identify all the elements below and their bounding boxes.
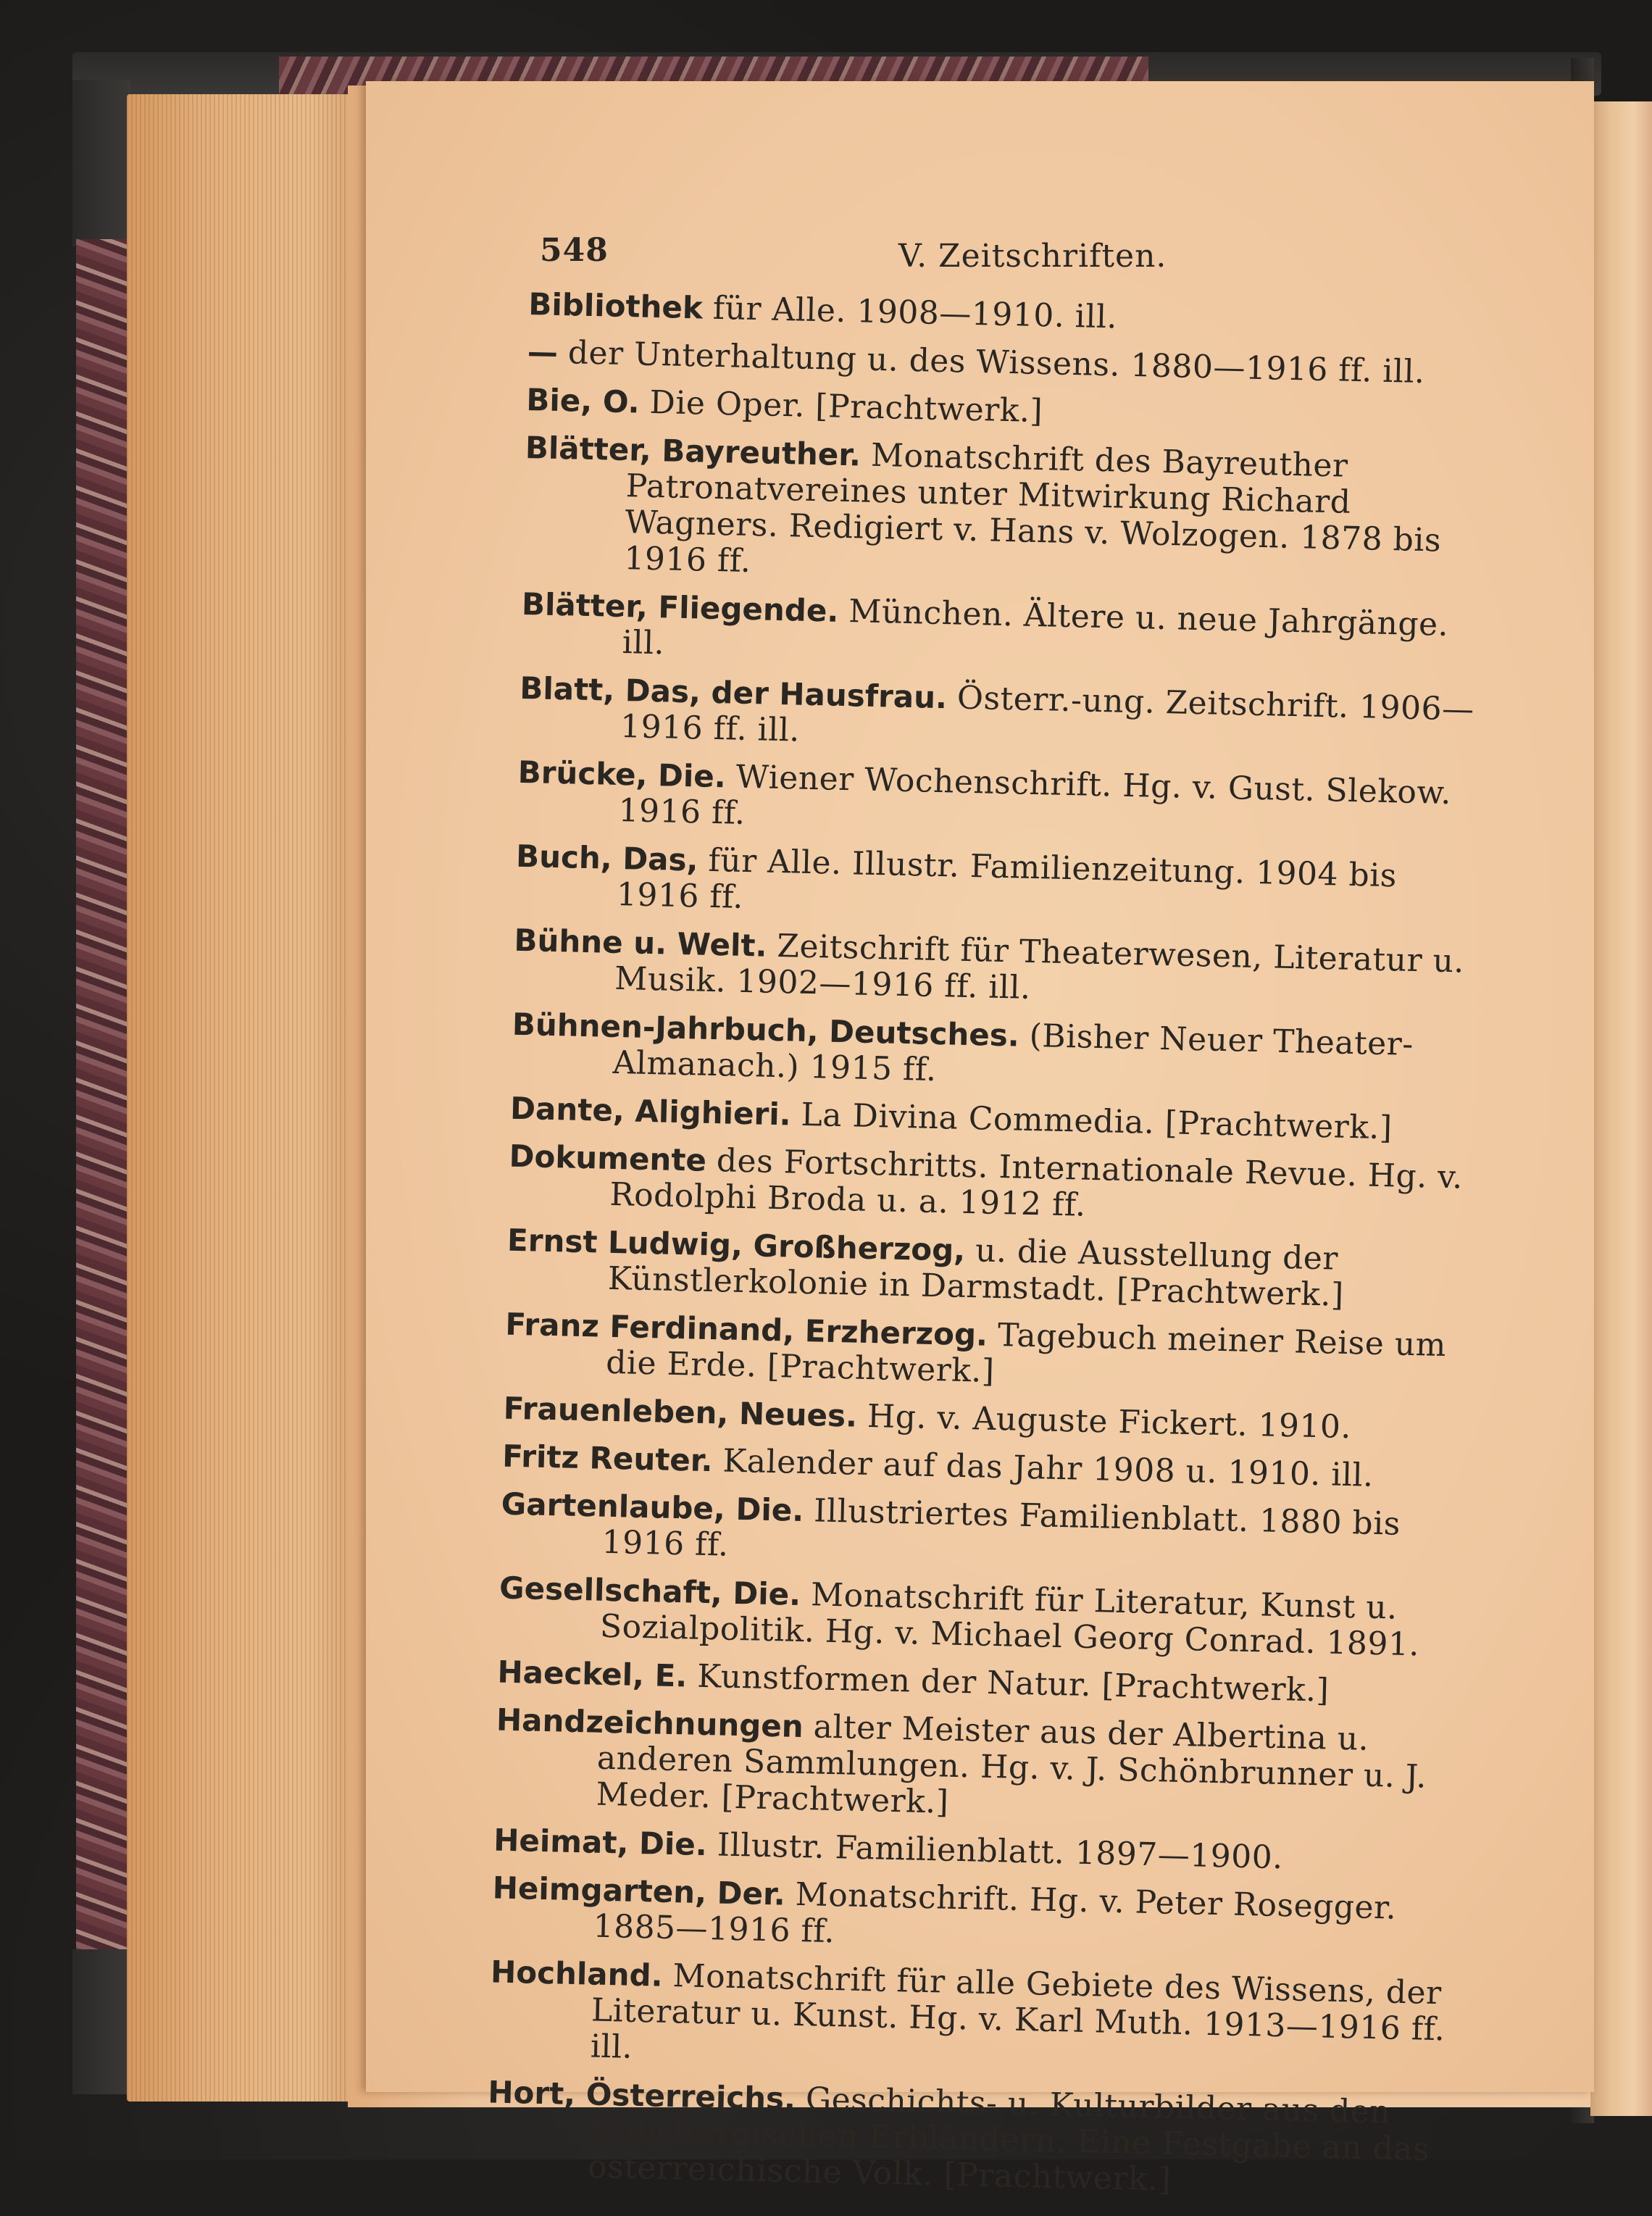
entry-headword: Haeckel, E. <box>497 1654 688 1694</box>
list-item <box>527 334 1484 392</box>
list-item <box>497 1654 1454 1712</box>
entry-headword: Heimgarten, Der. <box>492 1870 786 1912</box>
entry-text: Hg. v. Auguste Fickert. 1910. <box>867 1398 1352 1446</box>
list-item <box>500 1486 1458 1580</box>
entry-text: Illustr. Familienblatt. 1897—1900. <box>717 1826 1284 1877</box>
list-item <box>526 382 1483 440</box>
entry-headword: Buch, Das, <box>515 838 699 878</box>
entry-text: für Alle. Illustr. Familienzeitung. 1904 bis 1916 ff. <box>616 841 1398 916</box>
entry-headword: Bühnen-Jahrbuch, Deutsches. <box>512 1006 1020 1054</box>
entry-text: La Divina Commedia. [Prachtwerk.] <box>801 1096 1393 1147</box>
entry-headword: Gartenlaube, Die. <box>501 1486 804 1529</box>
entry-text: Kalender auf das Jahr 1908 u. 1910. ill. <box>722 1442 1374 1494</box>
entry-headword: Gesellschaft, Die. <box>498 1570 801 1612</box>
list-item <box>493 1822 1451 1880</box>
list-item <box>513 922 1471 1017</box>
entry-text: Monatschrift des Bayreuther Patronatvereines unter Mitwirkung Richard Wagners. Redigiert v. Hans v. Wolzogen. 1878 bis 1916 ff. <box>623 436 1442 580</box>
list-item <box>522 430 1482 596</box>
entry-headword: Frauenleben, Neues. <box>503 1390 858 1434</box>
section-title: V. Zeitschriften. <box>898 238 1167 275</box>
entry-text: München. Ältere u. neue Jahrgänge. ill. <box>622 593 1449 662</box>
entry-headword: Bie, O. <box>525 381 641 420</box>
entry-headword: Bibliothek <box>527 286 704 326</box>
entry-headword: — <box>527 333 559 370</box>
entry-headword: Handzeichnungen <box>496 1701 804 1745</box>
entry-headword: Bühne u. Welt. <box>513 922 768 964</box>
entry-text: (Bisher Neuer Theater-Almanach.) 1915 ff. <box>612 1017 1414 1089</box>
entry-headword: Hort, Österreichs. <box>487 2074 796 2117</box>
entry-headword: Fritz Reuter. <box>501 1438 714 1479</box>
page-block-edges <box>127 94 359 2102</box>
list-item <box>517 754 1474 849</box>
entry-list <box>485 286 1485 2216</box>
entry-text: Wiener Wochenschrift. Hg. v. Gust. Slekow. 1916 ff. <box>618 758 1452 832</box>
list-item <box>510 1091 1467 1149</box>
entry-text: Die Oper. [Prachtwerk.] <box>649 383 1043 430</box>
running-head <box>540 232 1496 275</box>
entry-headword: Blatt, Das, der Hausfrau. <box>519 670 948 716</box>
list-item <box>486 2074 1445 2204</box>
entry-text: Monatschrift für alle Gebiete des Wissens, der Literatur u. Kunst. Hg. v. Karl Muth. 1913—1916 ff. ill. <box>590 1957 1446 2066</box>
next-page-edge <box>1590 101 1652 2116</box>
list-item <box>503 1391 1460 1449</box>
list-item <box>520 586 1478 680</box>
list-item <box>511 1007 1469 1101</box>
list-item <box>506 1222 1464 1317</box>
entry-text: Zeitschrift für Theaterwesen, Literatur u. Musik. 1902—1916 ff. ill. <box>614 928 1465 1007</box>
list-item <box>519 670 1477 765</box>
entry-text: u. die Ausstellung der Künstlerkolonie in Darmstadt. [Prachtwerk.] <box>607 1232 1345 1314</box>
entry-text: alter Meister aus der Albertina u. anderen Sammlungen. Hg. v. J. Schönbrunner u. J. Meder. [Prachtwerk.] <box>596 1708 1427 1821</box>
list-item <box>491 1870 1449 1964</box>
entry-text: Monatschrift für Literatur, Kunst u. Sozialpolitik. Hg. v. Michael Georg Conrad. 1891. <box>599 1576 1420 1664</box>
entry-text: Monatschrift. Hg. v. Peter Rosegger. 1885—1916 ff. <box>593 1875 1397 1951</box>
page-number: 548 <box>540 232 609 269</box>
entry-headword: Blätter, Fliegende. <box>521 586 839 629</box>
spine-cloth-top <box>72 80 130 246</box>
marbled-edge-left <box>76 239 130 1957</box>
entry-text: Geschichts- u. Kulturbilder aus den Habsburgischen Erbländern. Eine Festgabe an das österreichische Volk. [Prachtwerk.] <box>587 2080 1430 2199</box>
entry-text: des Fortschritts. Internationale Revue. Hg. v. Rodolphi Broda u. a. 1912 ff. <box>609 1142 1464 1224</box>
entry-headword: Brücke, Die. <box>517 754 727 795</box>
entry-text: für Alle. 1908—1910. ill. <box>712 289 1118 336</box>
entry-text: Tagebuch meiner Reise um die Erde. [Prachtwerk.] <box>605 1317 1447 1390</box>
entry-headword: Dokumente <box>509 1138 707 1178</box>
entry-headword: Dante, Alighieri. <box>509 1090 792 1133</box>
list-item <box>514 838 1472 933</box>
entry-text: Illustriertes Familienblatt. 1880 bis 1916 ff. <box>601 1492 1401 1564</box>
entry-text: der Unterhaltung u. des Wissens. 1880—1916 ff. ill. <box>567 334 1426 391</box>
list-item <box>498 1570 1456 1665</box>
entry-headword: Franz Ferdinand, Erzherzog. <box>504 1306 988 1353</box>
entry-text: Österr.-ung. Zeitschrift. 1906—1916 ff. ill. <box>620 679 1475 749</box>
entry-headword: Ernst Ludwig, Großherzog, <box>506 1222 966 1268</box>
entry-headword: Heimat, Die. <box>493 1822 708 1863</box>
list-item <box>508 1138 1466 1233</box>
spine-cloth-bottom <box>72 1949 130 2094</box>
entry-headword: Blätter, Bayreuther. <box>525 429 862 473</box>
entry-text: Kunstformen der Natur. [Prachtwerk.] <box>696 1657 1330 1709</box>
list-item <box>504 1307 1462 1401</box>
entry-headword: Hochland. <box>490 1954 664 1994</box>
list-item <box>494 1701 1453 1832</box>
list-item <box>502 1438 1459 1496</box>
list-item <box>488 1954 1447 2084</box>
